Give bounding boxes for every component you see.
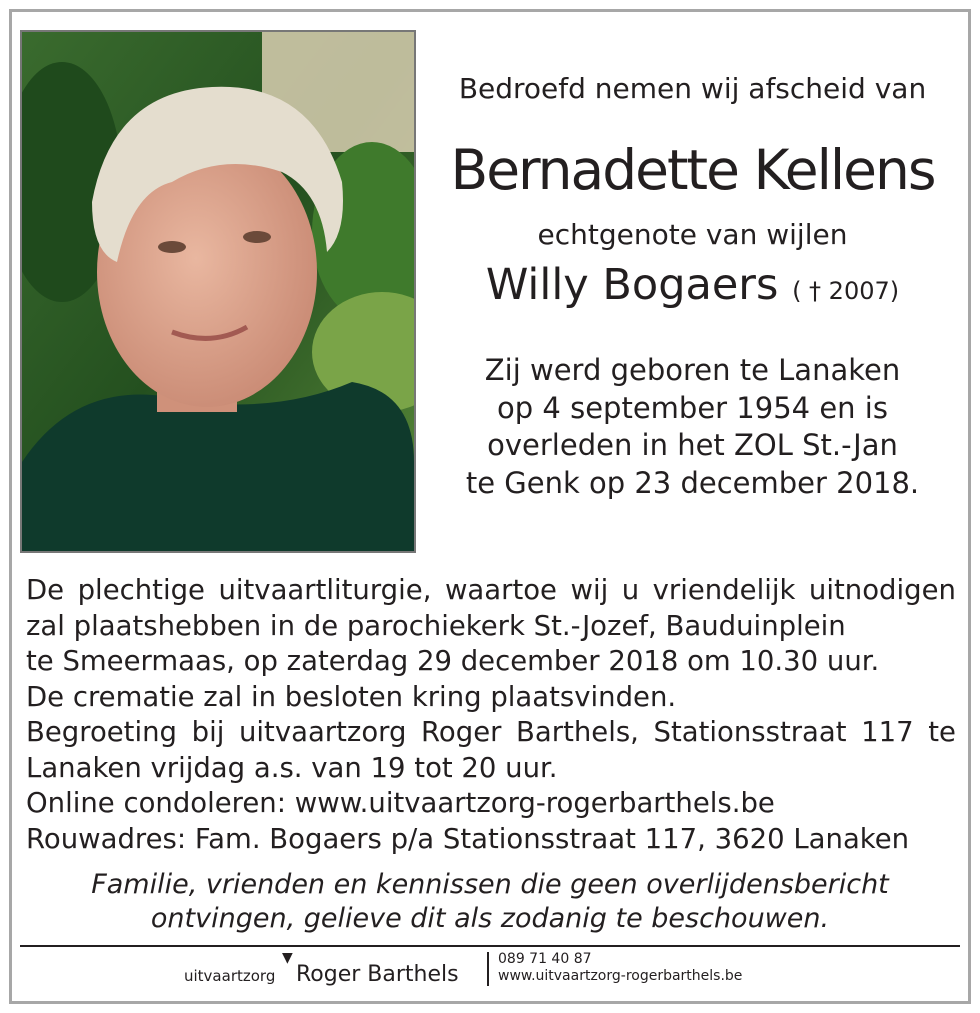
portrait-photo [20, 30, 416, 553]
website-link[interactable]: www.uitvaartzorg-rogerbarthels.be [498, 968, 743, 984]
footer-separator [487, 952, 489, 986]
bio-line: te Genk op 23 december 2018. [465, 465, 920, 500]
body-line: zal plaatshebben in de parochiekerk St.-Jozef, Bauduinplein [26, 609, 846, 642]
word: vriendelijk [652, 574, 796, 606]
phone-number: 089 71 40 87 [498, 951, 592, 967]
body-line-justified [26, 715, 956, 751]
biography [430, 352, 955, 502]
closing-note [20, 868, 960, 936]
address-line: Rouwadres: Fam. Bogaers p/a Stationsstraat 117, 3620 Lanaken [26, 822, 910, 855]
footer-prefix: uitvaartzorg [184, 967, 276, 985]
spouse-death: ( † 2007) [792, 277, 900, 305]
word: Stationsstraat [653, 716, 847, 748]
bio-line: Zij werd geboren te Lanaken [484, 353, 901, 387]
word: te [928, 716, 956, 748]
word: uitvaartzorg [238, 716, 407, 748]
word: u [621, 574, 640, 606]
spouse-line [430, 260, 955, 310]
word: Begroeting [26, 716, 177, 748]
ceremony-details [26, 573, 956, 857]
closing-line: Familie, vrienden en kennissen die geen overlijdensbericht [91, 869, 889, 900]
word: Roger [421, 716, 502, 748]
spouse-name: Willy Bogaers [485, 260, 779, 310]
word: uitnodigen [808, 574, 956, 606]
deceased-name: Bernadette Kellens [450, 138, 935, 202]
body-line: Lanaken vrijdag a.s. van 19 tot 20 uur. [26, 751, 558, 784]
body-line-justified [26, 573, 956, 609]
word: Barthels, [516, 716, 639, 748]
word: bij [191, 716, 225, 748]
word: plechtige [77, 574, 205, 606]
body-line: De crematie zal in besloten kring plaatsvinden. [26, 680, 677, 713]
company-name: Roger Barthels [296, 962, 459, 987]
bio-line: op 4 september 1954 en is [497, 390, 888, 425]
closing-line: ontvingen, gelieve dit als zodanig te beschouwen. [150, 903, 830, 934]
word: waartoe [444, 574, 557, 606]
footer-divider [20, 945, 960, 947]
word: uitvaartliturgie, [218, 574, 432, 606]
bio-line: overleden in het ZOL St.-Jan [487, 428, 898, 462]
relation-text: echtgenote van wijlen [537, 218, 848, 251]
condolence-line: Online condoleren: www.uitvaartzorg-rogerbarthels.be [26, 787, 775, 819]
footer [0, 950, 980, 990]
word: wij [570, 574, 609, 606]
body-line: te Smeermaas, op zaterdag 29 december 2018 om 10.30 uur. [26, 645, 880, 677]
word: 117 [861, 716, 914, 748]
word: De [26, 574, 65, 606]
triangle-down-icon: ▼ [282, 950, 293, 966]
intro-text: Bedroefd nemen wij afscheid van [458, 72, 927, 105]
